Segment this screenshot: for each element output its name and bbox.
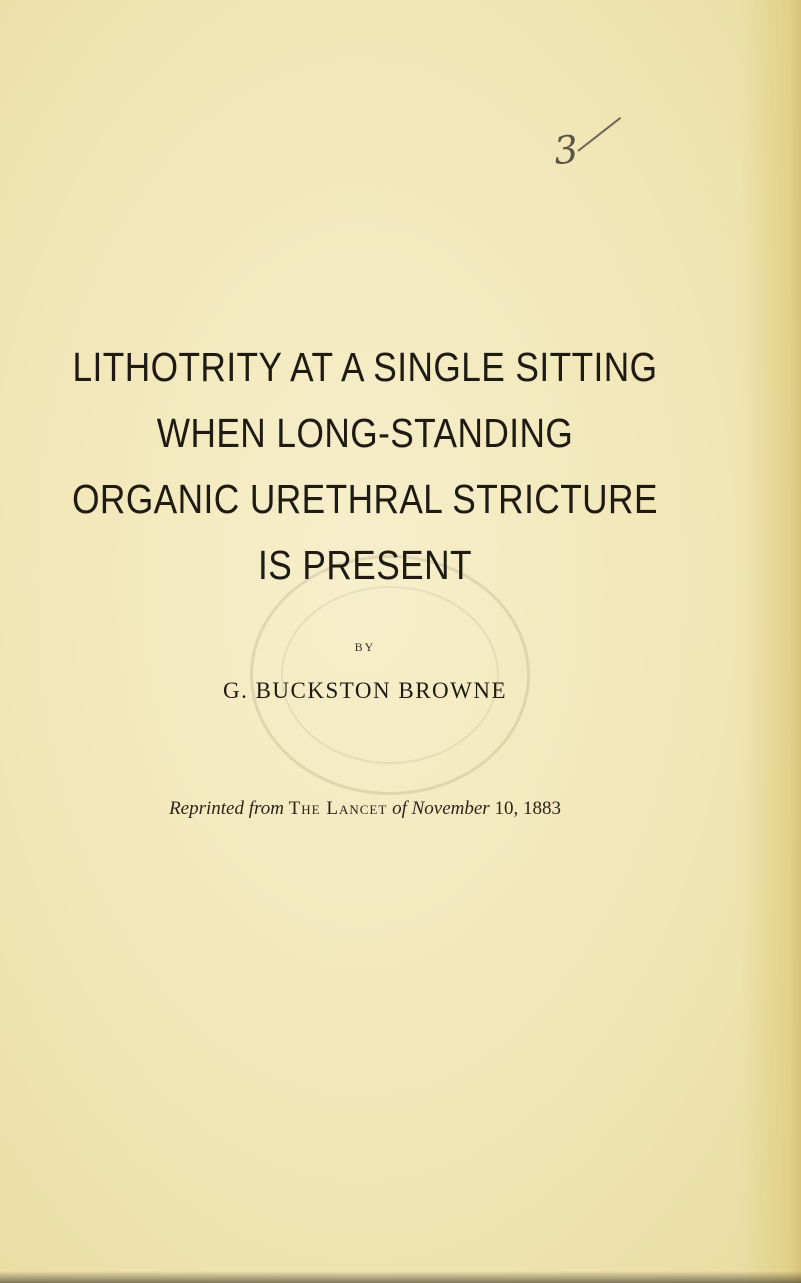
reprint-month: November [411, 798, 490, 819]
reprint-of: of [392, 798, 407, 819]
reprint-notice [0, 798, 730, 820]
title-line-1: LITHOTRITY AT A SINGLE SITTING [72, 344, 658, 390]
reprint-prefix: Reprinted from [169, 798, 284, 819]
page-edge-shading [741, 0, 801, 1283]
title-line-3: ORGANIC URETHRAL STRICTURE [72, 476, 658, 522]
title-line-4: IS PRESENT [258, 542, 472, 588]
document-title [51, 334, 679, 598]
title-line-2: WHEN LONG-STANDING [156, 410, 574, 456]
author-name: G. BUCKSTON BROWNE [222, 678, 508, 703]
handwritten-stroke [577, 117, 621, 152]
handwritten-number: 3 [551, 126, 581, 174]
page-bottom-shadow [0, 1271, 801, 1283]
reprint-date: 10, 1883 [494, 798, 561, 819]
byline-by: BY [354, 640, 376, 654]
library-stamp-inner-ring [281, 586, 499, 764]
reprint-journal: The Lancet [288, 798, 388, 819]
